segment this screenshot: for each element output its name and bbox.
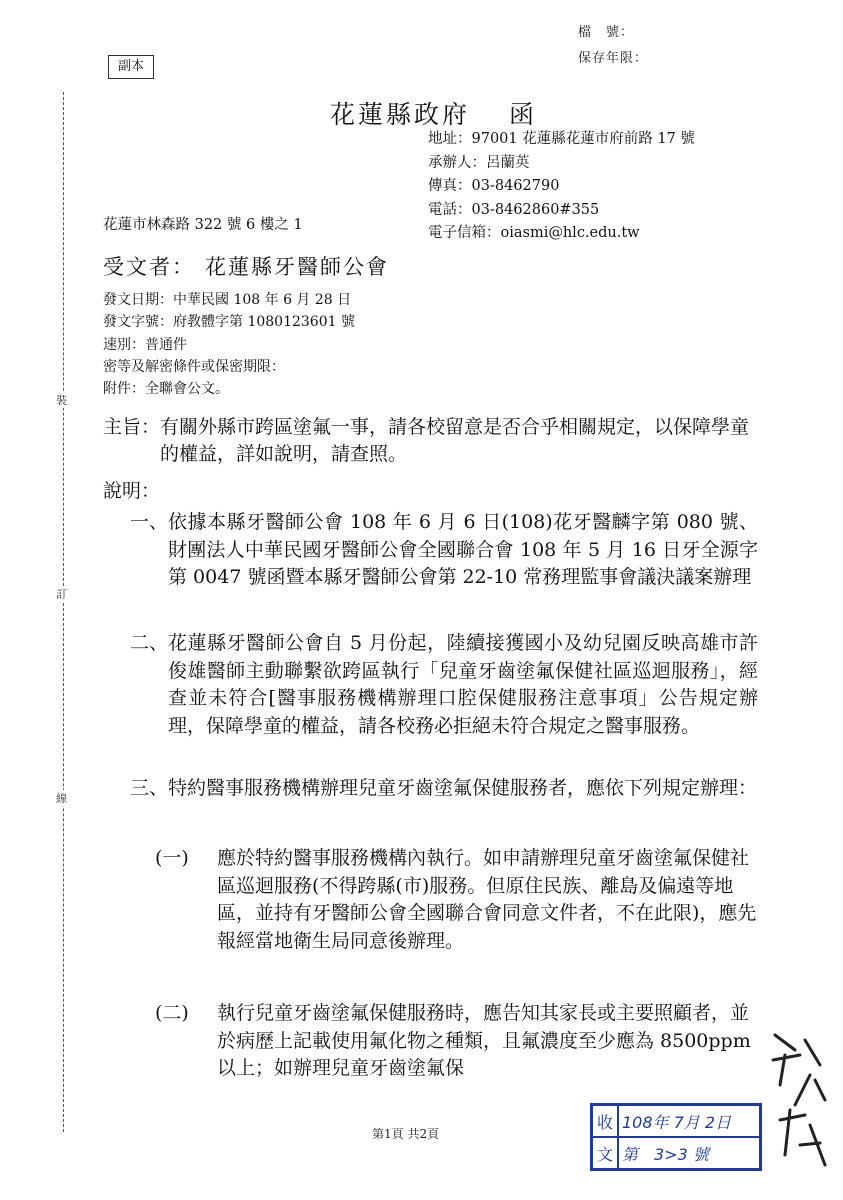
file-number-label: 檔 號： [578, 25, 635, 40]
secrecy-level: 密等及解密條件或保密期限： [103, 358, 285, 375]
explanation-label: 說明： [103, 480, 161, 502]
received-stamp [590, 1103, 762, 1171]
copy-label: 副本 [108, 55, 154, 79]
stamp-document-label: 文 [592, 1137, 618, 1169]
page-number: 第1頁 共2頁 [372, 1127, 440, 1141]
binding-mark: 訂 [56, 588, 67, 601]
item-text: 依據本縣牙醫師公會 108 年 6 月 6 日(108)花牙醫麟字第 080 號、財團法人中華民國牙醫師公會全國聯合會 108 年 5 月 16 日牙全源字第 0047 號函暨本縣牙醫師公會第 22-10 常務理監事會議決議案辦理 [168, 511, 758, 588]
attachment: 附件：全聯會公文。 [103, 381, 229, 398]
sub-item [155, 845, 758, 955]
contact-info [428, 128, 695, 246]
stamp-date: 108年 7月 2日 [618, 1105, 760, 1137]
addressee-name: 花蓮縣牙醫師公會 [205, 255, 389, 279]
sub-item [155, 1000, 758, 1083]
handwritten-annotation [765, 1025, 835, 1195]
item-text: 花蓮縣牙醫師公會自 5 月份起，陸續接獲國小及幼兒園反映高雄市許俊雄醫師主動聯繫欲跨區執行「兒童牙齒塗氟保健社區巡迴服務」，經查並未符合[醫事服務機構辦理口腔保健服務注意事項」公告規定辦理，保障學童的權益，請各校務必拒絕未符合規定之醫事服務。 [168, 632, 758, 737]
document-meta [103, 289, 355, 400]
address: 地址：97001 花蓮縣花蓮市府前路 17 號 [428, 131, 695, 147]
email: 電子信箱：oiasmi@hlc.edu.tw [428, 225, 640, 241]
addressee [103, 251, 389, 281]
item-number: 二、 [130, 632, 169, 654]
subject-label: 主旨： [103, 416, 161, 438]
speed-class: 速別：普通件 [103, 336, 187, 353]
item-text: 特約醫事服務機構辦理兒童牙齒塗氟保健服務者，應依下列規定辦理： [168, 777, 758, 799]
file-metadata [578, 20, 648, 72]
item-number: 一、 [130, 511, 169, 533]
subject-text: 有關外縣市跨區塗氟一事，請各校留意是否合乎相關規定，以保障學童的權益，詳如說明，請查照。 [160, 416, 750, 465]
fax: 傳真：03-8462790 [428, 178, 560, 194]
subject [103, 414, 763, 468]
binding-line [63, 92, 64, 1132]
stamp-number: 第 3>3 號 [618, 1137, 760, 1169]
document-title: 花蓮縣政府 函 [330, 100, 537, 129]
sub-item-number: (二) [155, 1002, 189, 1024]
explanation-item [130, 630, 758, 740]
issue-date: 發文日期：中華民國 108 年 6 月 28 日 [103, 292, 352, 308]
binding-mark: 裝 [56, 394, 67, 407]
addressee-label: 受文者： [103, 255, 195, 279]
binding-mark: 線 [56, 792, 67, 805]
handwriting-scribble-icon [765, 1025, 835, 1185]
explanation-item [130, 775, 758, 803]
item-number: 三、 [130, 777, 169, 799]
sub-item-text: 執行兒童牙齒塗氟保健服務時，應告知其家長或主要照顧者，並於病歷上記載使用氟化物之種類，且氟濃度至少應為 8500ppm 以上；如辦理兒童牙齒塗氟保 [217, 1002, 751, 1079]
sub-item-number: (一) [155, 847, 189, 869]
explanation-item [130, 509, 758, 592]
sub-item-text: 應於特約醫事服務機構內執行。如申請辦理兒童牙齒塗氟保健社區巡迴服務(不得跨縣(市)服務。但原住民族、離島及偏遠等地區，並持有牙醫師公會全國聯合會同意文件者，不在此限)，應先報經當地衛生局同意後辦理。 [217, 847, 757, 952]
recipient-address: 花蓮市林森路 322 號 6 樓之 1 [103, 217, 303, 233]
faded-stamp [384, 371, 422, 416]
document-number: 發文字號：府教體字第 1080123601 號 [103, 314, 355, 331]
retention-period-label: 保存年限： [578, 51, 649, 66]
phone: 電話：03-8462860#355 [428, 201, 600, 218]
stamp-receive-label: 收 [592, 1105, 618, 1137]
handler: 承辦人：呂蘭英 [428, 154, 530, 171]
